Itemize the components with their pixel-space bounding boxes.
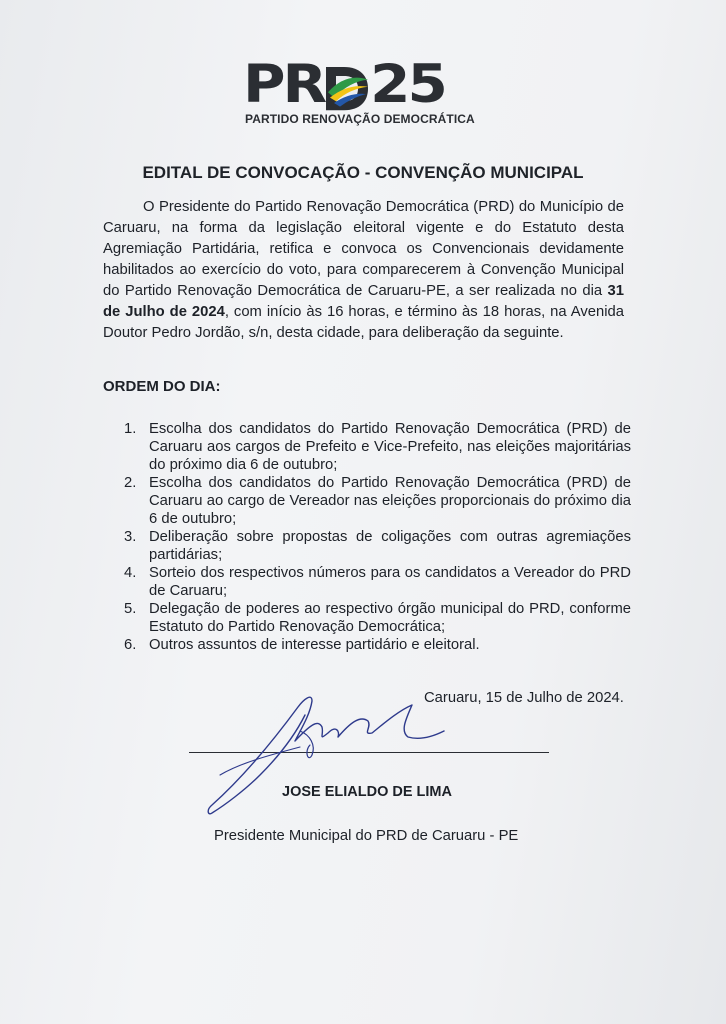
agenda-heading: ORDEM DO DIA:	[103, 378, 221, 395]
agenda-item-text: Escolha dos candidatos do Partido Renovação Democrática (PRD) de Caruaru aos cargos de Prefeito e Vice-Prefeito, nas eleições majoritárias do próximo dia 6 de outubro;	[149, 421, 631, 473]
paragraph-text-start: O Presidente do Partido Renovação Democrática (PRD) do Município de Caruaru, na forma da legislação eleitoral vigente e do Estatuto desta Agremiação Partidária, retifica e convoca os Convencionais devidamente habilitados ao exercício do voto, para comparecerem à Convenção Municipal do Partido Renovação Democrática de Caruaru-PE, a ser realizada no dia	[103, 199, 624, 299]
agenda-item-number: 1.	[124, 421, 137, 437]
party-logo	[243, 53, 475, 134]
handwritten-signature	[200, 675, 450, 825]
agenda-item-number: 3.	[124, 529, 137, 545]
agenda-item	[118, 564, 631, 600]
agenda-item-number: 2.	[124, 475, 137, 491]
agenda-item	[118, 528, 631, 564]
agenda-item-number: 4.	[124, 565, 137, 581]
agenda-item-text: Deliberação sobre propostas de coligações com outras agremiações partidárias;	[149, 529, 631, 563]
agenda-item	[118, 600, 631, 636]
place-and-date: Caruaru, 15 de Julho de 2024.	[424, 690, 624, 706]
logo-d-flag-icon	[324, 65, 370, 105]
agenda-item-text: Escolha dos candidatos do Partido Renovação Democrática (PRD) de Caruaru ao cargo de Vereador nas eleições proporcionais do próximo dia 6 de outubro;	[149, 475, 631, 527]
agenda-item-text: Outros assuntos de interesse partidário e eleitoral.	[149, 637, 480, 653]
document-title: EDITAL DE CONVOCAÇÃO - CONVENÇÃO MUNICIPAL	[142, 163, 584, 182]
agenda-item	[118, 474, 631, 528]
agenda-item-number: 6.	[124, 637, 137, 653]
agenda-item	[118, 420, 631, 474]
convocation-paragraph	[103, 197, 624, 344]
paragraph-text-end: , com início às 16 horas, e término às 18 horas, na Avenida Doutor Pedro Jordão, s/n, desta cidade, para deliberação da seguinte.	[103, 304, 624, 341]
agenda-item-text: Delegação de poderes ao respectivo órgão municipal do PRD, conforme Estatuto do Partido Renovação Democrática;	[149, 601, 631, 635]
logo-wordmark: PR 25	[243, 53, 445, 115]
signer-role: Presidente Municipal do PRD de Caruaru - PE	[214, 828, 519, 844]
agenda-list	[118, 420, 631, 654]
party-name: PARTIDO RENOVAÇÃO DEMOCRÁTICA	[245, 112, 475, 126]
signer-name: JOSE ELIALDO DE LIMA	[282, 784, 452, 800]
agenda-item-text: Sorteio dos respectivos números para os candidatos a Vereador do PRD de Caruaru;	[149, 565, 631, 599]
agenda-item-number: 5.	[124, 601, 137, 617]
agenda-item	[118, 636, 631, 654]
convention-date: 31 de Julho de 2024	[103, 283, 624, 320]
